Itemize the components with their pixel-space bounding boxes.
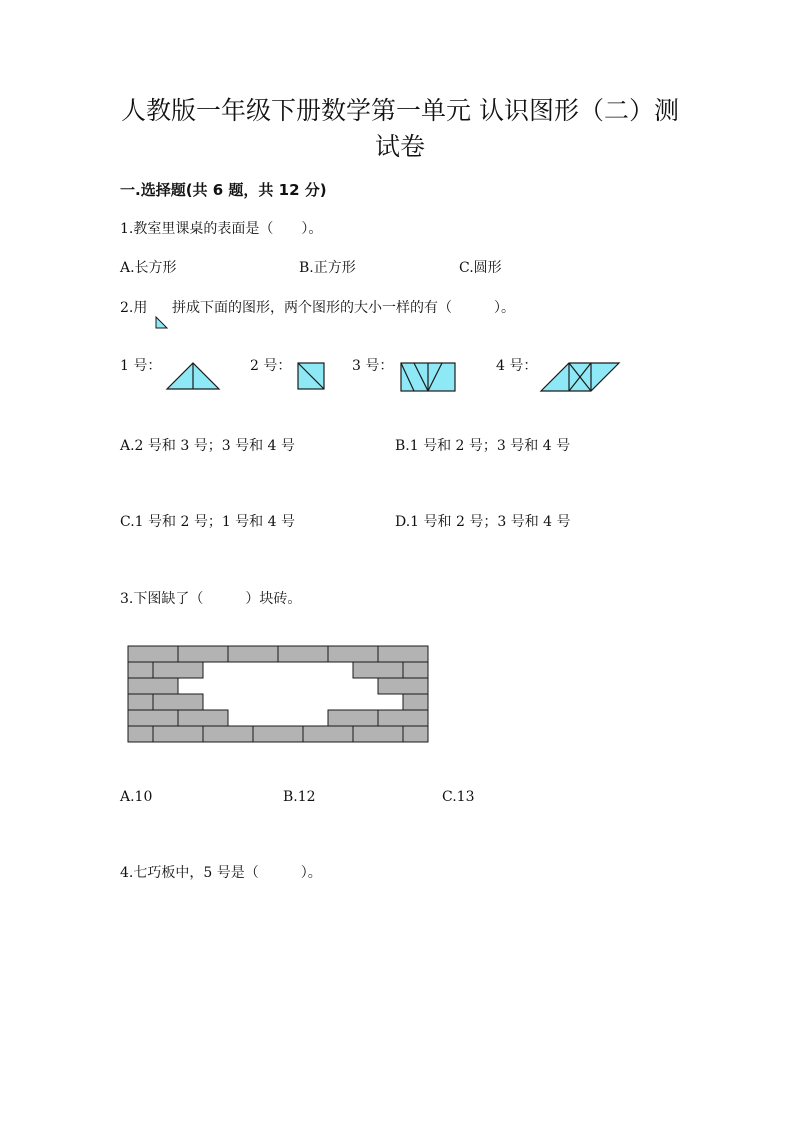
section-heading: 一.选择题(共 6 题，共 12 分)	[120, 181, 327, 199]
brick	[378, 678, 428, 694]
figure-1-shape	[166, 362, 220, 390]
small-triangle-icon	[155, 316, 169, 330]
page-title	[100, 93, 700, 165]
brick	[278, 646, 328, 662]
figure-4-label: 4 号：	[496, 358, 538, 374]
q3-option-c[interactable]: C.13	[442, 789, 475, 805]
figure-1-label: 1 号：	[120, 358, 162, 374]
brick	[328, 646, 378, 662]
brick	[128, 694, 153, 710]
brick	[403, 694, 428, 710]
brick	[178, 646, 228, 662]
q3-option-b[interactable]: B.12	[283, 789, 316, 805]
brick	[253, 726, 303, 742]
brick	[303, 726, 353, 742]
figure-2-label: 2 号：	[250, 358, 292, 374]
figure-4-shape	[540, 362, 620, 392]
q1-option-c[interactable]: C.圆形	[459, 260, 502, 276]
brick	[178, 710, 228, 726]
brick	[378, 710, 428, 726]
brick	[128, 646, 178, 662]
brick	[353, 662, 403, 678]
question-1-text: 1.教室里课桌的表面是（ ）。	[120, 221, 323, 237]
figure-3-shape	[400, 362, 456, 392]
q1-option-a[interactable]: A.长方形	[120, 260, 177, 276]
q2-option-d[interactable]: D.1 号和 2 号；3 号和 4 号	[395, 514, 571, 530]
brick	[203, 726, 253, 742]
q2-option-b[interactable]: B.1 号和 2 号；3 号和 4 号	[395, 438, 571, 454]
question-4-text: 4.七巧板中，5 号是（ ）。	[120, 865, 322, 881]
brick	[328, 710, 378, 726]
brick	[378, 646, 428, 662]
title-line-1: 人教版一年级下册数学第一单元 认识图形（二）测	[121, 96, 679, 125]
brick	[153, 726, 203, 742]
q3-option-a[interactable]: A.10	[120, 789, 153, 805]
brick	[153, 662, 203, 678]
q2-option-a[interactable]: A.2 号和 3 号；3 号和 4 号	[120, 438, 295, 454]
brick	[228, 646, 278, 662]
brick	[128, 662, 153, 678]
brick	[353, 726, 403, 742]
brick	[128, 710, 178, 726]
question-2-prefix: 2.用	[120, 300, 148, 316]
brick	[153, 694, 203, 710]
q2-option-c[interactable]: C.1 号和 2 号；1 号和 4 号	[120, 514, 295, 530]
figure-2-shape	[297, 362, 325, 390]
question-2-text: 拼成下面的图形，两个图形的大小一样的有（ ）。	[172, 300, 515, 316]
figure-3-label: 3 号：	[352, 358, 394, 374]
brick	[403, 662, 428, 678]
brick-wall-figure	[127, 645, 429, 743]
title-line-2: 试卷	[374, 132, 425, 161]
brick	[128, 678, 178, 694]
brick	[128, 726, 153, 742]
q1-option-b[interactable]: B.正方形	[299, 260, 356, 276]
question-3-text: 3.下图缺了（ ）块砖。	[120, 591, 302, 607]
brick	[403, 726, 428, 742]
